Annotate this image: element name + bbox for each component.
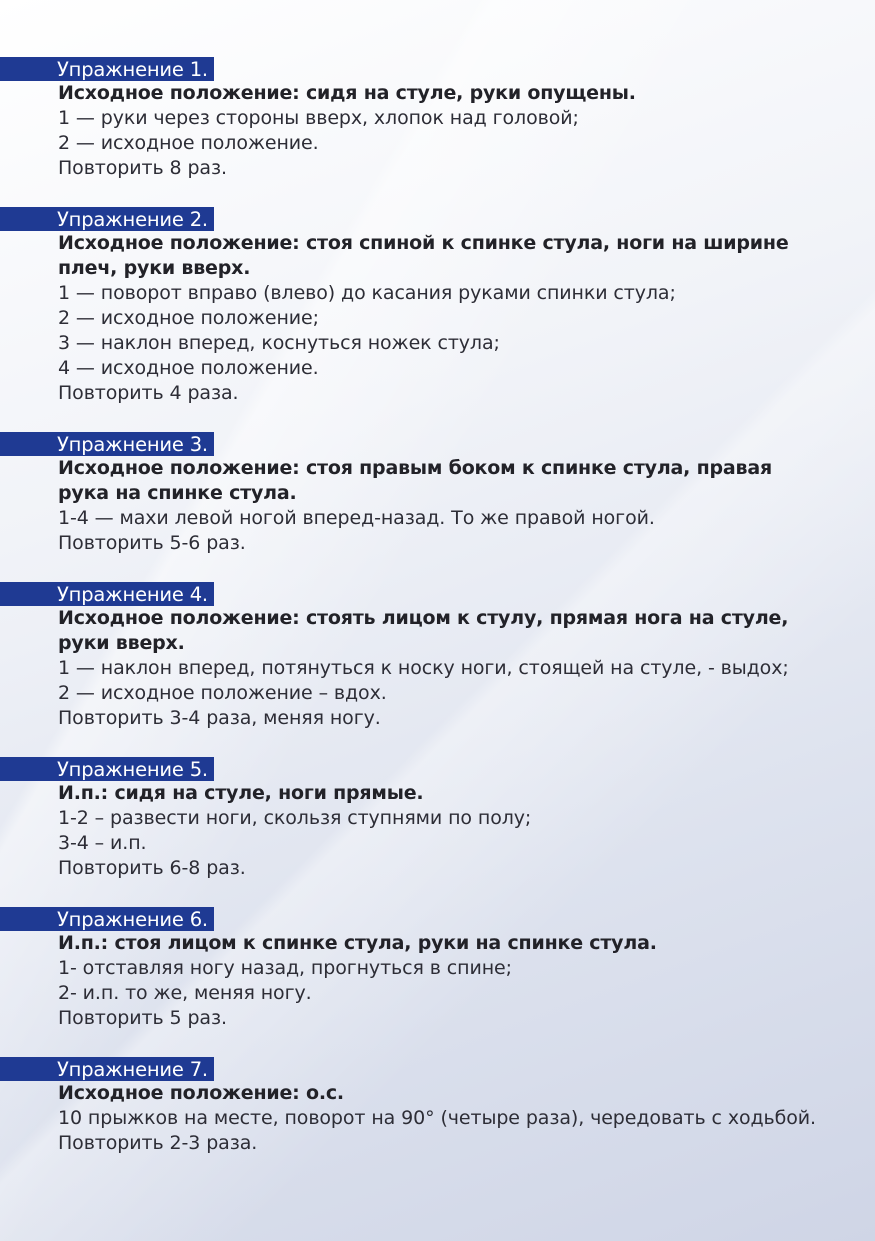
repeat-count: Повторить 6-8 раз. xyxy=(58,857,246,879)
exercise-step: 2- и.п. то же, меняя ногу. xyxy=(58,982,312,1004)
starting-position: Исходное положение: о.с. xyxy=(58,1082,344,1104)
exercise-title: Упражнение 2. xyxy=(0,207,214,231)
exercise-6 xyxy=(0,907,875,1031)
exercise-7 xyxy=(0,1057,875,1156)
exercise-4 xyxy=(0,582,875,731)
exercise-step: 1 — руки через стороны вверх, хлопок над головой; xyxy=(58,107,579,129)
exercise-body xyxy=(0,606,875,731)
starting-position: Исходное положение: стоя правым боком к спинке стула, правая рука на спинке стула. xyxy=(58,457,772,504)
exercise-step: 2 — исходное положение – вдох. xyxy=(58,682,387,704)
starting-position: И.п.: сидя на стуле, ноги прямые. xyxy=(58,782,424,804)
exercise-5 xyxy=(0,757,875,881)
repeat-count: Повторить 5 раз. xyxy=(58,1007,227,1029)
exercise-2 xyxy=(0,207,875,406)
exercise-title: Упражнение 7. xyxy=(0,1057,214,1081)
exercise-step: 4 — исходное положение. xyxy=(58,357,319,379)
repeat-count: Повторить 4 раза. xyxy=(58,382,239,404)
exercise-step: 3-4 – и.п. xyxy=(58,832,147,854)
repeat-count: Повторить 2-3 раза. xyxy=(58,1132,258,1154)
exercise-body xyxy=(0,231,875,406)
exercise-body xyxy=(0,781,875,881)
repeat-count: Повторить 5-6 раз. xyxy=(58,532,246,554)
exercise-step: 2 — исходное положение; xyxy=(58,307,319,329)
exercise-step: 3 — наклон вперед, коснуться ножек стула; xyxy=(58,332,500,354)
exercise-step: 1 — наклон вперед, потянуться к носку ноги, стоящей на стуле, - выдох; xyxy=(58,657,789,679)
exercise-step: 2 — исходное положение. xyxy=(58,132,319,154)
exercise-body xyxy=(0,81,875,181)
starting-position: Исходное положение: сидя на стуле, руки опущены. xyxy=(58,82,636,104)
exercise-body xyxy=(0,456,875,556)
starting-position: Исходное положение: стоять лицом к стулу, прямая нога на стуле, руки вверх. xyxy=(58,607,789,654)
repeat-count: Повторить 8 раз. xyxy=(58,157,227,179)
exercise-title: Упражнение 5. xyxy=(0,757,214,781)
exercise-step: 1-4 — махи левой ногой вперед-назад. То же правой ногой. xyxy=(58,507,655,529)
exercise-title: Упражнение 3. xyxy=(0,432,214,456)
repeat-count: Повторить 3-4 раза, меняя ногу. xyxy=(58,707,381,729)
exercise-step: 1- отставляя ногу назад, прогнуться в спине; xyxy=(58,957,512,979)
exercise-step: 1 — поворот вправо (влево) до касания руками спинки стула; xyxy=(58,282,676,304)
exercise-3 xyxy=(0,432,875,556)
exercise-step: 10 прыжков на месте, поворот на 90° (четыре раза), чередовать с ходьбой. xyxy=(58,1107,816,1129)
starting-position: Исходное положение: стоя спиной к спинке стула, ноги на ширине плеч, руки вверх. xyxy=(58,232,789,279)
exercise-title: Упражнение 4. xyxy=(0,582,214,606)
exercise-body xyxy=(0,1081,875,1156)
starting-position: И.п.: стоя лицом к спинке стула, руки на спинке стула. xyxy=(58,932,657,954)
exercise-step: 1-2 – развести ноги, скользя ступнями по полу; xyxy=(58,807,532,829)
exercise-title: Упражнение 1. xyxy=(0,57,214,81)
exercise-body xyxy=(0,931,875,1031)
exercise-1 xyxy=(0,57,875,181)
exercise-title: Упражнение 6. xyxy=(0,907,214,931)
